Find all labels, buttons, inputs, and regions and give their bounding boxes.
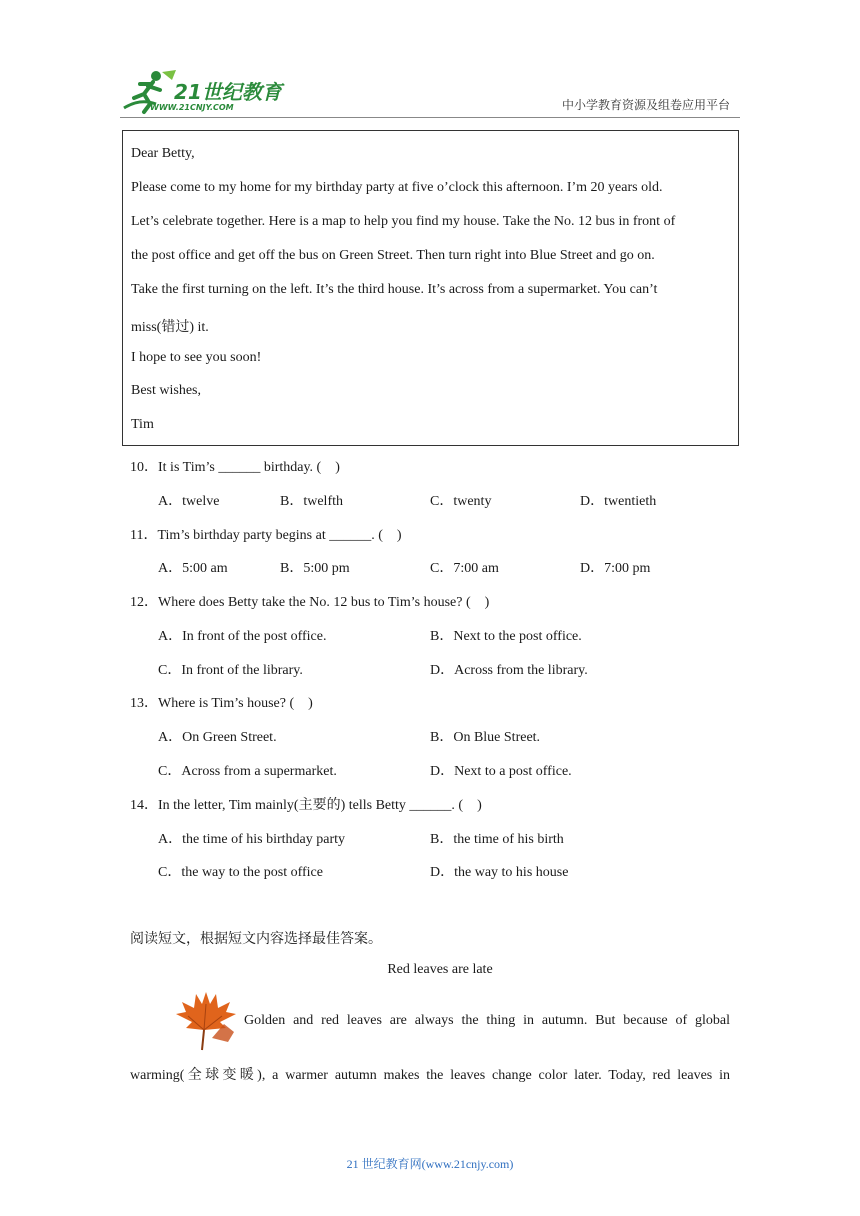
option-c[interactable]: C．twenty [430, 494, 492, 509]
letter-line: Best wishes, [131, 383, 201, 398]
letter-box [122, 130, 739, 446]
option-d[interactable]: D．Next to a post office. [430, 764, 572, 779]
letter-line: miss(错过) it. [131, 320, 209, 335]
option-a[interactable]: A．5:00 am [158, 561, 228, 576]
letter-line: Tim [131, 417, 154, 432]
logo [120, 68, 290, 116]
question-stem: 13．Where is Tim’s house? ( ) [130, 696, 313, 711]
option-b[interactable]: B．On Blue Street. [430, 730, 541, 745]
section-instruction: 阅读短文，根据短文内容选择最佳答案。 [130, 932, 382, 947]
maple-leaf-image [172, 990, 240, 1052]
passage-line: warming(全球变暖), a warmer autumn makes the leaves change color later. Today, red leaves in [130, 1068, 730, 1083]
option-c[interactable]: C．In front of the library. [158, 663, 303, 678]
option-b[interactable]: B．5:00 pm [280, 561, 350, 576]
option-d[interactable]: D．7:00 pm [580, 561, 651, 576]
letter-line: the post office and get off the bus on Green Street. Then turn right into Blue Street and go on. [131, 248, 655, 263]
option-b[interactable]: B．the time of his birth [430, 832, 564, 847]
option-d[interactable]: D．Across from the library. [430, 663, 588, 678]
page-header [0, 0, 860, 130]
passage-line: Golden and red leaves are always the thing in autumn. But because of global [244, 1013, 730, 1028]
option-c[interactable]: C．7:00 am [430, 561, 499, 576]
question-stem: 12．Where does Betty take the No. 12 bus to Tim’s house? ( ) [130, 595, 490, 610]
option-d[interactable]: D．twentieth [580, 494, 657, 509]
question-stem: 11．Tim’s birthday party begins at ______. ( ) [130, 528, 402, 543]
letter-line: Please come to my home for my birthday party at five o’clock this afternoon. I’m 20 years old. [131, 180, 663, 195]
passage-title: Red leaves are late [387, 962, 493, 977]
option-b[interactable]: B．twelfth [280, 494, 343, 509]
option-b[interactable]: B．Next to the post office. [430, 629, 582, 644]
letter-line: Take the first turning on the left. It’s the third house. It’s across from a supermarket. You can’t [131, 282, 658, 297]
question-stem: 14．In the letter, Tim mainly(主要的) tells Betty ______. ( ) [130, 798, 482, 813]
logo-url: WWW.21CNJY.COM [150, 103, 234, 112]
header-platform-text: 中小学教育资源及组卷应用平台 [561, 98, 730, 112]
logo-title: 21世纪教育 [174, 80, 282, 104]
option-a[interactable]: A．On Green Street. [158, 730, 277, 745]
header-divider [120, 117, 740, 118]
option-a[interactable]: A．the time of his birthday party [158, 832, 346, 847]
letter-line: Let’s celebrate together. Here is a map to help you find my house. Take the No. 12 bus in front of [131, 214, 676, 229]
page-footer: 21 世纪教育网(www.21cnjy.com) [346, 1157, 514, 1171]
letter-line: Dear Betty, [131, 146, 195, 161]
option-d[interactable]: D．the way to his house [430, 865, 569, 880]
option-c[interactable]: C．the way to the post office [158, 865, 323, 880]
option-c[interactable]: C．Across from a supermarket. [158, 764, 337, 779]
option-a[interactable]: A．In front of the post office. [158, 629, 327, 644]
option-a[interactable]: A．twelve [158, 494, 220, 509]
letter-line: I hope to see you soon! [131, 350, 262, 365]
question-stem: 10．It is Tim’s ______ birthday. ( ) [130, 460, 340, 475]
